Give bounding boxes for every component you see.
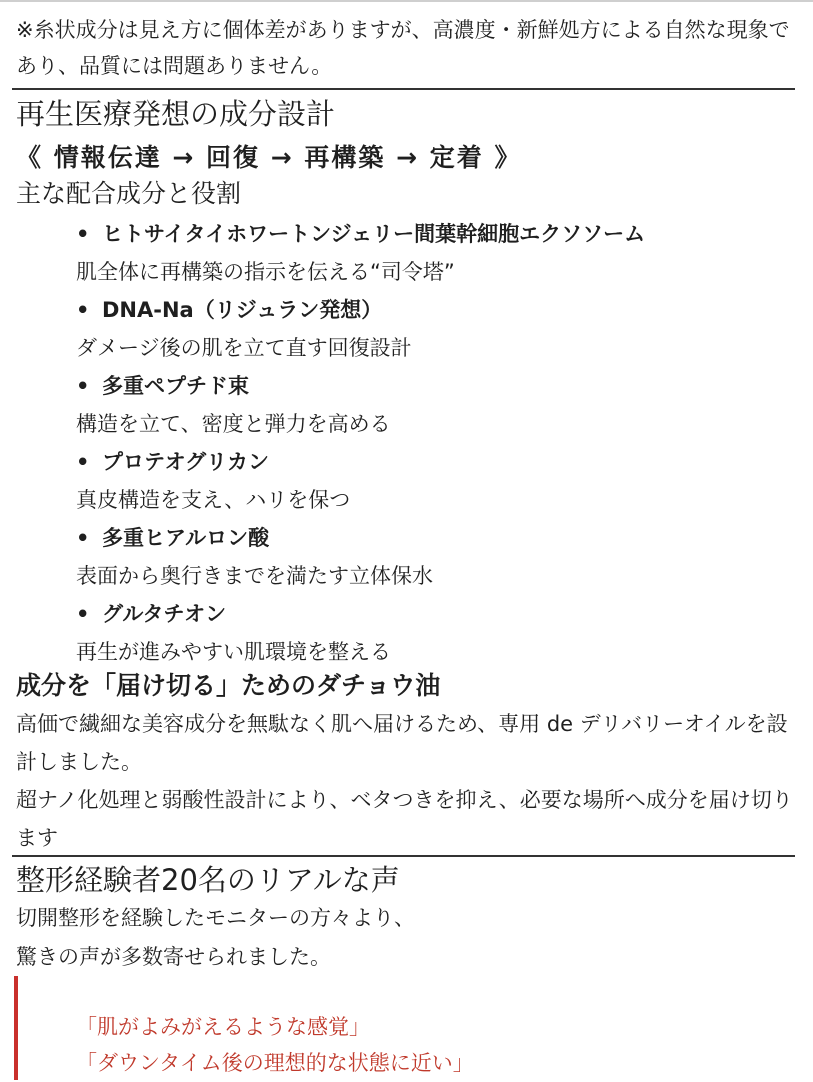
ingredient-name: 多重ヒアルロン酸 bbox=[102, 526, 270, 550]
ingredient-item bbox=[76, 368, 796, 444]
bullet-icon: • bbox=[76, 298, 90, 322]
ingredient-name: DNA-Na（リジュラン発想） bbox=[102, 298, 383, 322]
section-title-testimonials: 整形経験者20名のリアルな声 bbox=[16, 863, 400, 897]
process-flow: 《 情報伝達 → 回復 → 再構築 → 定着 》 bbox=[16, 143, 522, 172]
section-title-ingredient-design: 再生医療発想の成分設計 bbox=[16, 97, 336, 131]
quote-accent-bar bbox=[14, 976, 18, 1080]
delivery-oil-paragraph-2: 超ナノ化処理と弱酸性設計により、ベタつきを抑え、必要な場所へ成分を届け切ります bbox=[16, 788, 793, 850]
ingredient-description: 表面から奥行きまでを満たす立体保水 bbox=[76, 564, 433, 588]
ingredient-name: 多重ペプチド束 bbox=[102, 374, 249, 398]
bullet-icon: • bbox=[76, 374, 90, 398]
bullet-icon: • bbox=[76, 222, 90, 246]
testimonial-quote: 「肌がよみがえるような感覚」 bbox=[76, 1015, 370, 1039]
ingredient-description: ダメージ後の肌を立て直す回復設計 bbox=[76, 336, 412, 360]
ingredient-item bbox=[76, 216, 796, 292]
section-title-delivery-oil: 成分を「届け切る」ためのダチョウ油 bbox=[16, 671, 441, 700]
ingredient-name: グルタチオン bbox=[102, 602, 227, 626]
testimonial-quote: 「ダウンタイム後の理想的な状態に近い」 bbox=[76, 1051, 474, 1075]
ingredient-name: ヒトサイタイホワートンジェリー間葉幹細胞エクソソーム bbox=[102, 222, 646, 246]
quality-notice: ※糸状成分は見え方に個体差がありますが、高濃度・新鮮処方による自然な現象であり、品質には問題ありません。 bbox=[16, 18, 790, 78]
ingredients-subtitle: 主な配合成分と役割 bbox=[16, 179, 242, 208]
top-divider bbox=[0, 0, 813, 2]
section-divider bbox=[12, 88, 795, 90]
section-divider bbox=[12, 855, 795, 857]
ingredient-item bbox=[76, 520, 796, 596]
ingredient-description: 再生が進みやすい肌環境を整える bbox=[76, 640, 391, 664]
bullet-icon: • bbox=[76, 526, 90, 550]
ingredient-item bbox=[76, 596, 796, 672]
ingredient-description: 構造を立て、密度と弾力を高める bbox=[76, 412, 391, 436]
testimonials-intro-line-1: 切開整形を経験したモニターの方々より、 bbox=[16, 906, 415, 930]
ingredient-item bbox=[76, 444, 796, 520]
ingredient-description: 真皮構造を支え、ハリを保つ bbox=[76, 488, 351, 512]
bullet-icon: • bbox=[76, 602, 90, 626]
bullet-icon: • bbox=[76, 450, 90, 474]
ingredient-name: プロテオグリカン bbox=[102, 450, 269, 474]
ingredient-item bbox=[76, 292, 796, 368]
ingredient-description: 肌全体に再構築の指示を伝える“司令塔” bbox=[76, 260, 455, 284]
testimonials-intro-line-2: 驚きの声が多数寄せられました。 bbox=[16, 945, 331, 969]
delivery-oil-paragraph-1: 高価で繊細な美容成分を無駄なく肌へ届けるため、専用 de デリバリーオイルを設計しました。 bbox=[16, 712, 788, 774]
